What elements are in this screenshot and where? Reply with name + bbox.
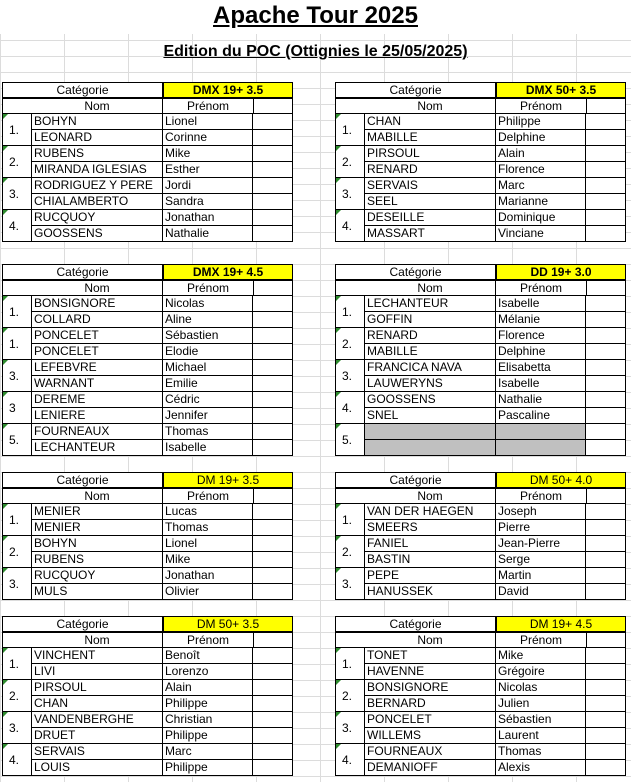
player-firstname[interactable]: Martin xyxy=(496,568,586,584)
player-firstname[interactable]: Sandra xyxy=(163,194,253,210)
score-cell[interactable] xyxy=(586,344,626,360)
column-header-prenom: Prénom xyxy=(496,488,586,504)
player-lastname[interactable]: CHAN xyxy=(32,696,163,712)
player-lastname[interactable]: SERVAIS xyxy=(365,178,496,194)
player-firstname[interactable]: Emilie xyxy=(163,376,253,392)
player-firstname[interactable]: Mike xyxy=(163,146,253,162)
player-lastname[interactable]: LECHANTEUR xyxy=(32,440,163,456)
pair-number: 2. xyxy=(335,680,365,712)
player-firstname[interactable]: Julien xyxy=(496,696,586,712)
player-lastname[interactable]: BASTIN xyxy=(365,552,496,568)
player-lastname[interactable]: RUCQUOY xyxy=(32,568,163,584)
score-cell[interactable] xyxy=(586,226,626,242)
player-lastname[interactable]: DRUET xyxy=(32,728,163,744)
column-header-nom: Nom xyxy=(32,488,163,504)
player-lastname[interactable]: VANDENBERGHE xyxy=(32,712,163,728)
column-header-extra xyxy=(253,488,293,504)
column-header-extra xyxy=(253,98,293,114)
player-firstname[interactable]: Lorenzo xyxy=(163,664,253,680)
player-lastname[interactable]: FANIEL xyxy=(365,536,496,552)
player-lastname[interactable]: DEREME xyxy=(32,392,163,408)
pair-number: 4. xyxy=(2,210,32,242)
pair-number: 3. xyxy=(2,712,32,744)
player-lastname[interactable]: RODRIGUEZ Y PERE xyxy=(32,178,163,194)
category-value[interactable]: DM 50+ 4.0 xyxy=(496,472,626,488)
pair-number: 2. xyxy=(335,146,365,178)
player-lastname[interactable]: MIRANDA IGLESIAS xyxy=(32,162,163,178)
score-cell[interactable] xyxy=(586,312,626,328)
pair-number: 1. xyxy=(335,648,365,680)
pair-number: 3. xyxy=(2,568,32,600)
score-cell[interactable] xyxy=(253,712,293,728)
player-firstname[interactable]: Isabelle xyxy=(163,440,253,456)
pair-number: 1. xyxy=(2,328,32,360)
player-firstname[interactable]: Philippe xyxy=(163,728,253,744)
pair-number: 4. xyxy=(335,392,365,424)
column-header-prenom: Prénom xyxy=(163,632,253,648)
player-firstname[interactable] xyxy=(496,440,586,456)
player-firstname[interactable]: Delphine xyxy=(496,344,586,360)
score-cell[interactable] xyxy=(586,146,626,162)
player-lastname[interactable]: VINCHENT xyxy=(32,648,163,664)
column-header-nom: Nom xyxy=(32,280,163,296)
player-firstname[interactable] xyxy=(496,424,586,440)
pair-number: 3. xyxy=(335,568,365,600)
player-lastname[interactable]: FOURNEAUX xyxy=(365,744,496,760)
score-cell[interactable] xyxy=(586,504,626,520)
player-firstname[interactable]: Mike xyxy=(163,552,253,568)
score-cell[interactable] xyxy=(253,178,293,194)
column-header-extra xyxy=(586,280,626,296)
score-cell[interactable] xyxy=(253,312,293,328)
player-firstname[interactable]: Jennifer xyxy=(163,408,253,424)
player-firstname[interactable]: Elisabetta xyxy=(496,360,586,376)
player-lastname[interactable]: CHAN xyxy=(365,114,496,130)
score-cell[interactable] xyxy=(253,648,293,664)
column-header-nom: Nom xyxy=(365,98,496,114)
category-block xyxy=(2,82,294,242)
player-firstname[interactable]: Alain xyxy=(163,680,253,696)
column-header-prenom: Prénom xyxy=(163,488,253,504)
player-firstname[interactable]: Marc xyxy=(163,744,253,760)
player-firstname[interactable]: Pierre xyxy=(496,520,586,536)
player-lastname[interactable]: LIVI xyxy=(32,664,163,680)
player-lastname[interactable]: PONCELET xyxy=(32,328,163,344)
player-firstname[interactable]: Mélanie xyxy=(496,312,586,328)
column-header-prenom: Prénom xyxy=(496,632,586,648)
player-firstname[interactable]: Philippe xyxy=(163,760,253,776)
score-cell[interactable] xyxy=(253,552,293,568)
score-cell[interactable] xyxy=(586,760,626,776)
pair-number: 2. xyxy=(335,536,365,568)
score-cell[interactable] xyxy=(586,178,626,194)
player-lastname[interactable]: BERNARD xyxy=(365,696,496,712)
pair-number: 3. xyxy=(335,712,365,744)
score-cell[interactable] xyxy=(253,568,293,584)
player-firstname[interactable]: Benoît xyxy=(163,648,253,664)
player-firstname[interactable]: Mike xyxy=(496,648,586,664)
player-lastname[interactable]: FRANCICA NAVA xyxy=(365,360,496,376)
score-cell[interactable] xyxy=(586,520,626,536)
player-lastname[interactable]: RUBENS xyxy=(32,552,163,568)
column-spacer xyxy=(335,280,365,296)
column-header-extra xyxy=(586,98,626,114)
score-cell[interactable] xyxy=(253,696,293,712)
column-header-nom: Nom xyxy=(365,632,496,648)
player-lastname[interactable]: LECHANTEUR xyxy=(365,296,496,312)
column-spacer xyxy=(335,488,365,504)
score-cell[interactable] xyxy=(586,440,626,456)
page-title: Apache Tour 2025 xyxy=(0,0,631,34)
player-lastname[interactable]: CHIALAMBERTO xyxy=(32,194,163,210)
category-label: Catégorie xyxy=(335,616,496,632)
player-lastname[interactable]: VAN DER HAEGEN xyxy=(365,504,496,520)
score-cell[interactable] xyxy=(253,392,293,408)
player-firstname[interactable]: Florence xyxy=(496,162,586,178)
pair-number: 3. xyxy=(335,178,365,210)
column-header-nom: Nom xyxy=(32,632,163,648)
column-spacer xyxy=(2,98,32,114)
player-firstname[interactable]: Christian xyxy=(163,712,253,728)
page-subtitle: Edition du POC (Ottignies le 25/05/2025) xyxy=(163,43,468,60)
score-cell[interactable] xyxy=(586,744,626,760)
category-label: Catégorie xyxy=(335,264,496,280)
score-cell[interactable] xyxy=(253,744,293,760)
player-lastname[interactable]: BONSIGNORE xyxy=(365,680,496,696)
category-value[interactable]: DMX 50+ 3.5 xyxy=(496,82,626,98)
player-firstname[interactable]: Lucas xyxy=(163,504,253,520)
score-cell[interactable] xyxy=(253,344,293,360)
player-lastname[interactable]: RUBENS xyxy=(32,146,163,162)
player-lastname[interactable]: LOUIS xyxy=(32,760,163,776)
score-cell[interactable] xyxy=(586,568,626,584)
player-lastname[interactable]: GOOSSENS xyxy=(32,226,163,242)
score-cell[interactable] xyxy=(253,210,293,226)
player-lastname[interactable]: HANUSSEK xyxy=(365,584,496,600)
player-firstname[interactable]: Isabelle xyxy=(496,296,586,312)
player-firstname[interactable]: Thomas xyxy=(163,520,253,536)
column-header-extra xyxy=(253,632,293,648)
player-firstname[interactable]: Jordi xyxy=(163,178,253,194)
player-firstname[interactable]: Nicolas xyxy=(163,296,253,312)
score-cell[interactable] xyxy=(253,584,293,600)
column-header-nom: Nom xyxy=(365,280,496,296)
player-firstname[interactable]: Olivier xyxy=(163,584,253,600)
player-lastname[interactable] xyxy=(365,440,496,456)
score-cell[interactable] xyxy=(586,408,626,424)
pair-number: 5. xyxy=(2,424,32,456)
score-cell[interactable] xyxy=(586,328,626,344)
category-label: Catégorie xyxy=(2,472,163,488)
player-lastname[interactable]: DESEILLE xyxy=(365,210,496,226)
player-firstname[interactable]: Jean-Pierre xyxy=(496,536,586,552)
player-firstname[interactable]: Vinciane xyxy=(496,226,586,242)
score-cell[interactable] xyxy=(586,194,626,210)
player-firstname[interactable]: Jonathan xyxy=(163,210,253,226)
player-lastname[interactable]: LAUWERYNS xyxy=(365,376,496,392)
player-firstname[interactable]: Marc xyxy=(496,178,586,194)
score-cell[interactable] xyxy=(253,728,293,744)
player-firstname[interactable]: Alexis xyxy=(496,760,586,776)
column-spacer xyxy=(335,632,365,648)
category-value[interactable]: DMX 19+ 4.5 xyxy=(163,264,293,280)
category-block xyxy=(335,472,627,600)
player-lastname[interactable] xyxy=(365,424,496,440)
score-cell[interactable] xyxy=(586,392,626,408)
player-lastname[interactable]: SNEL xyxy=(365,408,496,424)
player-lastname[interactable]: RENARD xyxy=(365,328,496,344)
score-cell[interactable] xyxy=(586,424,626,440)
column-header-prenom: Prénom xyxy=(163,280,253,296)
score-cell[interactable] xyxy=(586,728,626,744)
score-cell[interactable] xyxy=(253,130,293,146)
score-cell[interactable] xyxy=(253,424,293,440)
score-cell[interactable] xyxy=(253,376,293,392)
column-header-prenom: Prénom xyxy=(496,280,586,296)
player-lastname[interactable]: SEEL xyxy=(365,194,496,210)
score-cell[interactable] xyxy=(586,360,626,376)
category-label: Catégorie xyxy=(335,82,496,98)
pair-number: 3. xyxy=(335,360,365,392)
score-cell[interactable] xyxy=(586,584,626,600)
player-lastname[interactable]: WARNANT xyxy=(32,376,163,392)
pair-number: 3 xyxy=(2,392,32,424)
category-label: Catégorie xyxy=(2,82,163,98)
player-firstname[interactable]: Delphine xyxy=(496,130,586,146)
player-firstname[interactable]: Thomas xyxy=(496,744,586,760)
category-label: Catégorie xyxy=(335,472,496,488)
category-value[interactable]: DM 50+ 3.5 xyxy=(163,616,293,632)
score-cell[interactable] xyxy=(253,146,293,162)
player-lastname[interactable]: PIRSOUL xyxy=(365,146,496,162)
pair-number: 1. xyxy=(335,296,365,328)
player-lastname[interactable]: BOHYN xyxy=(32,114,163,130)
player-firstname[interactable]: Alain xyxy=(496,146,586,162)
player-lastname[interactable]: GOFFIN xyxy=(365,312,496,328)
pair-number: 1. xyxy=(335,114,365,146)
category-value[interactable]: DM 19+ 4.5 xyxy=(496,616,626,632)
pair-number: 1. xyxy=(2,296,32,328)
score-cell[interactable] xyxy=(586,536,626,552)
column-spacer xyxy=(2,488,32,504)
category-value[interactable]: DM 19+ 3.5 xyxy=(163,472,293,488)
score-cell[interactable] xyxy=(253,664,293,680)
player-lastname[interactable]: PEPE xyxy=(365,568,496,584)
player-firstname[interactable]: Philippe xyxy=(496,114,586,130)
column-spacer xyxy=(2,632,32,648)
pair-number: 2. xyxy=(335,328,365,360)
score-cell[interactable] xyxy=(586,664,626,680)
player-firstname[interactable]: Serge xyxy=(496,552,586,568)
player-firstname[interactable]: Esther xyxy=(163,162,253,178)
score-cell[interactable] xyxy=(253,760,293,776)
score-cell[interactable] xyxy=(253,162,293,178)
score-cell[interactable] xyxy=(586,114,626,130)
score-cell[interactable] xyxy=(586,696,626,712)
player-firstname[interactable]: Marianne xyxy=(496,194,586,210)
column-header-nom: Nom xyxy=(365,488,496,504)
score-cell[interactable] xyxy=(586,130,626,146)
category-block xyxy=(335,264,627,456)
player-lastname[interactable]: SMEERS xyxy=(365,520,496,536)
player-firstname[interactable]: Lionel xyxy=(163,536,253,552)
column-spacer xyxy=(335,98,365,114)
player-firstname[interactable]: Pascaline xyxy=(496,408,586,424)
score-cell[interactable] xyxy=(253,226,293,242)
score-cell[interactable] xyxy=(586,210,626,226)
score-cell[interactable] xyxy=(586,162,626,178)
player-lastname[interactable]: WILLEMS xyxy=(365,728,496,744)
player-lastname[interactable]: RENARD xyxy=(365,162,496,178)
pair-number: 1. xyxy=(2,648,32,680)
column-header-extra xyxy=(253,280,293,296)
pair-number: 4. xyxy=(335,210,365,242)
player-lastname[interactable]: MASSART xyxy=(365,226,496,242)
score-cell[interactable] xyxy=(253,194,293,210)
player-firstname[interactable]: Michael xyxy=(163,360,253,376)
category-value[interactable]: DMX 19+ 3.5 xyxy=(163,82,293,98)
pair-number: 1. xyxy=(2,504,32,536)
score-cell[interactable] xyxy=(253,408,293,424)
player-firstname[interactable]: Corinne xyxy=(163,130,253,146)
category-label: Catégorie xyxy=(2,616,163,632)
player-lastname[interactable]: LEFEBVRE xyxy=(32,360,163,376)
player-firstname[interactable]: Nathalie xyxy=(496,392,586,408)
player-firstname[interactable]: Philippe xyxy=(163,696,253,712)
player-firstname[interactable]: Grégoire xyxy=(496,664,586,680)
score-cell[interactable] xyxy=(253,536,293,552)
player-firstname[interactable]: Jonathan xyxy=(163,568,253,584)
score-cell[interactable] xyxy=(586,648,626,664)
category-block xyxy=(2,616,294,776)
category-label: Catégorie xyxy=(2,264,163,280)
category-block xyxy=(335,82,627,242)
player-lastname[interactable]: HAVENNE xyxy=(365,664,496,680)
player-firstname[interactable]: Laurent xyxy=(496,728,586,744)
player-lastname[interactable]: DEMANIOFF xyxy=(365,760,496,776)
pair-number: 3. xyxy=(2,360,32,392)
player-firstname[interactable]: Cédric xyxy=(163,392,253,408)
score-cell[interactable] xyxy=(253,296,293,312)
player-lastname[interactable]: SERVAIS xyxy=(32,744,163,760)
player-lastname[interactable]: FOURNEAUX xyxy=(32,424,163,440)
player-lastname[interactable]: BONSIGNORE xyxy=(32,296,163,312)
score-cell[interactable] xyxy=(253,680,293,696)
pair-number: 5. xyxy=(335,424,365,456)
player-lastname[interactable]: MENIER xyxy=(32,520,163,536)
pair-number: 2. xyxy=(2,146,32,178)
score-cell[interactable] xyxy=(253,360,293,376)
pair-number: 4. xyxy=(2,744,32,776)
score-cell[interactable] xyxy=(586,376,626,392)
column-header-nom: Nom xyxy=(32,98,163,114)
player-lastname[interactable]: LEONARD xyxy=(32,130,163,146)
player-firstname[interactable]: Lionel xyxy=(163,114,253,130)
player-firstname[interactable]: Isabelle xyxy=(496,376,586,392)
column-header-prenom: Prénom xyxy=(163,98,253,114)
score-cell[interactable] xyxy=(253,440,293,456)
pair-number: 3. xyxy=(2,178,32,210)
pair-number: 1. xyxy=(335,504,365,536)
column-header-extra xyxy=(586,488,626,504)
player-firstname[interactable]: Florence xyxy=(496,328,586,344)
score-cell[interactable] xyxy=(253,114,293,130)
pair-number: 2. xyxy=(2,536,32,568)
column-spacer xyxy=(2,280,32,296)
player-firstname[interactable]: Elodie xyxy=(163,344,253,360)
column-header-extra xyxy=(586,632,626,648)
player-lastname[interactable]: LENIERE xyxy=(32,408,163,424)
score-cell[interactable] xyxy=(586,296,626,312)
score-cell[interactable] xyxy=(586,552,626,568)
player-lastname[interactable]: PIRSOUL xyxy=(32,680,163,696)
player-lastname[interactable]: TONET xyxy=(365,648,496,664)
score-cell[interactable] xyxy=(586,680,626,696)
player-lastname[interactable]: MABILLE xyxy=(365,130,496,146)
player-lastname[interactable]: PONCELET xyxy=(365,712,496,728)
player-lastname[interactable]: GOOSSENS xyxy=(365,392,496,408)
player-lastname[interactable]: MENIER xyxy=(32,504,163,520)
score-cell[interactable] xyxy=(253,328,293,344)
player-firstname[interactable]: Joseph xyxy=(496,504,586,520)
player-firstname[interactable]: Nathalie xyxy=(163,226,253,242)
pair-number: 2. xyxy=(2,680,32,712)
player-firstname[interactable]: Dominique xyxy=(496,210,586,226)
score-cell[interactable] xyxy=(253,520,293,536)
player-lastname[interactable]: MABILLE xyxy=(365,344,496,360)
player-firstname[interactable]: Aline xyxy=(163,312,253,328)
player-firstname[interactable]: Sébastien xyxy=(163,328,253,344)
pair-number: 4. xyxy=(335,744,365,776)
category-value[interactable]: DD 19+ 3.0 xyxy=(496,264,626,280)
category-block xyxy=(335,616,627,776)
player-lastname[interactable]: COLLARD xyxy=(32,312,163,328)
score-cell[interactable] xyxy=(586,712,626,728)
player-lastname[interactable]: BOHYN xyxy=(32,536,163,552)
player-firstname[interactable]: Nicolas xyxy=(496,680,586,696)
player-firstname[interactable]: Sébastien xyxy=(496,712,586,728)
player-lastname[interactable]: PONCELET xyxy=(32,344,163,360)
category-block xyxy=(2,264,294,456)
pair-number: 1. xyxy=(2,114,32,146)
player-lastname[interactable]: MULS xyxy=(32,584,163,600)
player-lastname[interactable]: RUCQUOY xyxy=(32,210,163,226)
category-block xyxy=(2,472,294,600)
score-cell[interactable] xyxy=(253,504,293,520)
column-header-prenom: Prénom xyxy=(496,98,586,114)
player-firstname[interactable]: David xyxy=(496,584,586,600)
player-firstname[interactable]: Thomas xyxy=(163,424,253,440)
